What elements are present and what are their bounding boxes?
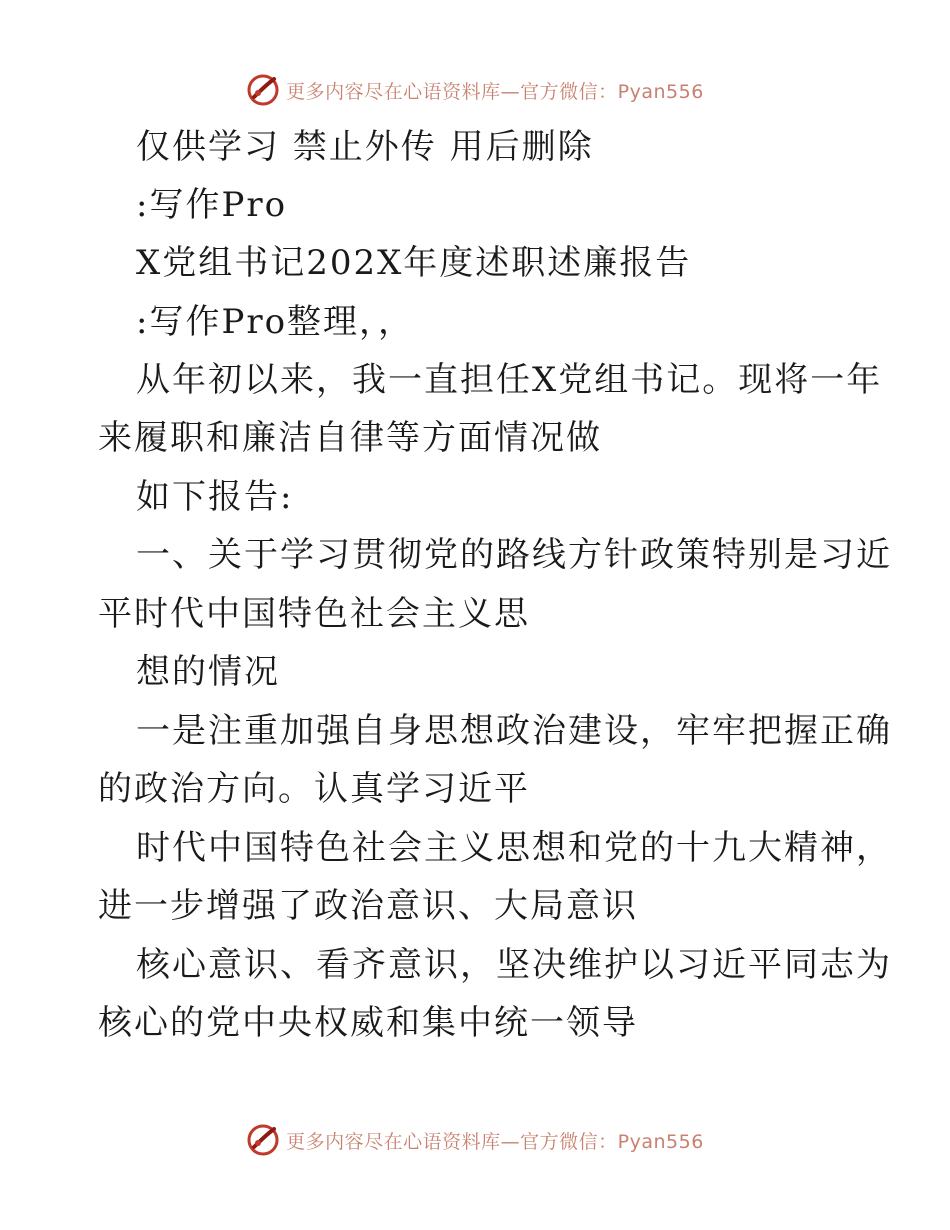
doc-line: 如下报告: bbox=[136, 477, 294, 517]
doc-line: 时代中国特色社会主义思想和党的十九大精神， bbox=[136, 828, 892, 868]
watermark-text: 更多内容尽在心语资料库—官方微信：Pyan556 bbox=[286, 80, 704, 103]
brush-seal-icon bbox=[246, 1123, 280, 1157]
brush-seal-icon bbox=[246, 73, 280, 107]
doc-line: :写作Pro整理，， bbox=[136, 302, 415, 342]
doc-line: 来履职和廉洁自律等方面情况做 bbox=[98, 418, 602, 458]
doc-section-heading: 一、关于学习贯彻党的路线方针政策特别是习近 bbox=[136, 535, 892, 575]
doc-section-heading: 想的情况 bbox=[136, 652, 280, 692]
doc-section-heading: 平时代中国特色社会主义思 bbox=[98, 594, 530, 634]
doc-line: 核心的党中央权威和集中统一领导 bbox=[98, 1003, 638, 1043]
doc-line: 从年初以来，我一直担任X党组书记。现将一年 bbox=[136, 360, 883, 400]
doc-line: 仅供学习 禁止外传 用后删除 bbox=[136, 127, 594, 167]
doc-line: 进一步增强了政治意识、大局意识 bbox=[98, 886, 638, 926]
doc-line: 核心意识、看齐意识，坚决维护以习近平同志为 bbox=[136, 945, 892, 985]
footer-watermark bbox=[0, 1120, 950, 1160]
watermark-text: 更多内容尽在心语资料库—官方微信：Pyan556 bbox=[286, 1130, 704, 1153]
header-watermark bbox=[0, 70, 950, 110]
doc-line: 一是注重加强自身思想政治建设，牢牢把握正确 bbox=[136, 711, 892, 751]
doc-line: 的政治方向。认真学习近平 bbox=[98, 769, 530, 809]
doc-title: X党组书记202X年度述职述廉报告 bbox=[136, 243, 692, 283]
doc-line: :写作Pro bbox=[136, 185, 288, 225]
